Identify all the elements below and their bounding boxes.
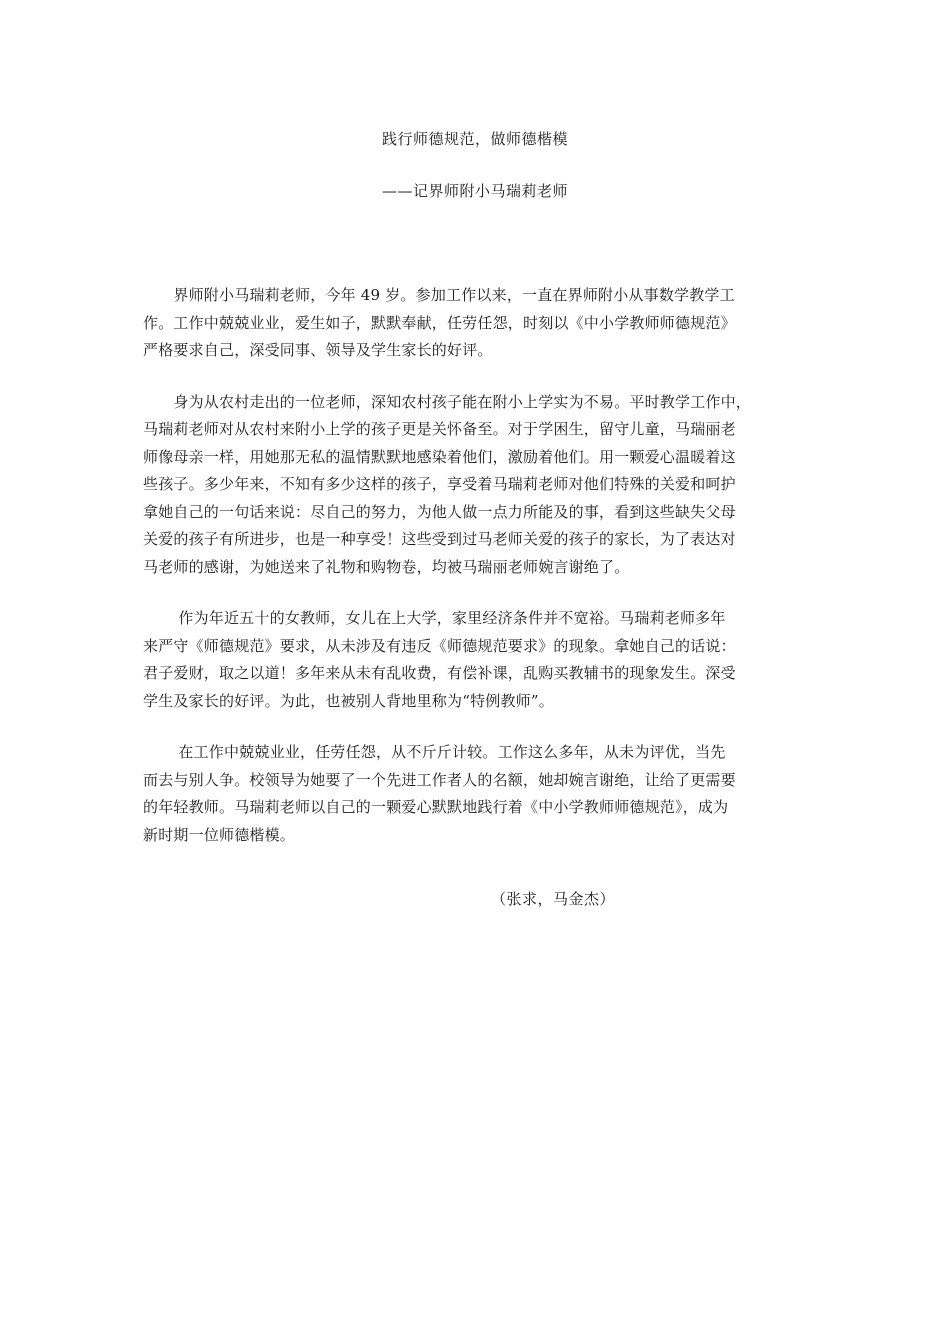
paragraph-line: 而去与别人争。校领导为她要了一个先进工作者人的名额，她却婉言谢绝，让给了更需要 bbox=[143, 770, 736, 789]
paragraph-line: 君子爱财，取之以道！多年来从未有乱收费，有偿补课，乱购买教辅书的现象发生。深受 bbox=[143, 664, 736, 682]
paragraph-line: 些孩子。多少年来，不知有多少这样的孩子，享受着马瑞莉老师对他们特殊的关爱和呵护 bbox=[143, 475, 736, 493]
paragraph-line: 关爱的孩子有所进步，也是一种享受！这些受到过马老师关爱的孩子的家长，为了表达对 bbox=[143, 530, 736, 548]
paragraph-line: 作为年近五十的女教师，女儿在上大学，家里经济条件并不宽裕。马瑞莉老师多年 bbox=[143, 609, 726, 627]
document-title: 践行师德规范，做师德楷模 bbox=[381, 130, 568, 148]
paragraph-1 bbox=[143, 282, 807, 365]
paragraph-line: 学生及家长的好评。为此，也被别人背地里称为“特例教师”。 bbox=[143, 691, 554, 710]
paragraph-line: 界师附小马瑞莉老师，今年 49 岁。参加工作以来，一直在界师附小从事数学教学工 bbox=[143, 286, 735, 304]
paragraph-line: 马瑞莉老师对从农村来附小上学的孩子更是关怀备至。对于学困生，留守儿童，马瑞丽老 bbox=[143, 420, 736, 438]
document-signature: （张求，马金杰） bbox=[490, 890, 615, 908]
paragraph-line: 拿她自己的一句话来说：尽自己的努力，为他人做一点力所能及的事，看到这些缺失父母 bbox=[143, 502, 736, 521]
paragraph-line: 马老师的感谢，为她送来了礼物和购物卷，均被马瑞丽老师婉言谢绝了。 bbox=[143, 557, 630, 576]
paragraph-line: 师像母亲一样，用她那无私的温情默默地感染着他们，激励着他们。用一颗爱心温暖着这 bbox=[143, 447, 736, 466]
paragraph-2 bbox=[143, 389, 807, 582]
paragraph-4 bbox=[143, 739, 807, 849]
paragraph-line: 作。工作中兢兢业业，爱生如子，默默奉献，任劳任怨，时刻以《中小学教师师德规范》 bbox=[143, 313, 736, 332]
paragraph-3 bbox=[143, 605, 807, 715]
document-body bbox=[143, 282, 807, 873]
paragraph-line: 新时期一位师德楷模。 bbox=[143, 825, 296, 844]
paragraph-line: 来严守《师德规范》要求，从未涉及有违反《师德规范要求》的现象。拿她自己的话说： bbox=[143, 636, 736, 655]
paragraph-line: 身为从农村走出的一位老师，深知农村孩子能在附小上学实为不易。平时教学工作中， bbox=[143, 392, 752, 411]
paragraph-line: 严格要求自己，深受同事、领导及学生家长的好评。 bbox=[143, 341, 493, 359]
paragraph-line: 的年轻教师。马瑞莉老师以自己的一颗爱心默默地践行着《中小学教师师德规范》，成为 bbox=[143, 798, 729, 816]
paragraph-line: 在工作中兢兢业业，任劳任怨，从不斤斤计较。工作这么多年，从未为评优，当先 bbox=[143, 743, 726, 761]
document-subtitle: ——记界师附小马瑞莉老师 bbox=[381, 182, 568, 200]
